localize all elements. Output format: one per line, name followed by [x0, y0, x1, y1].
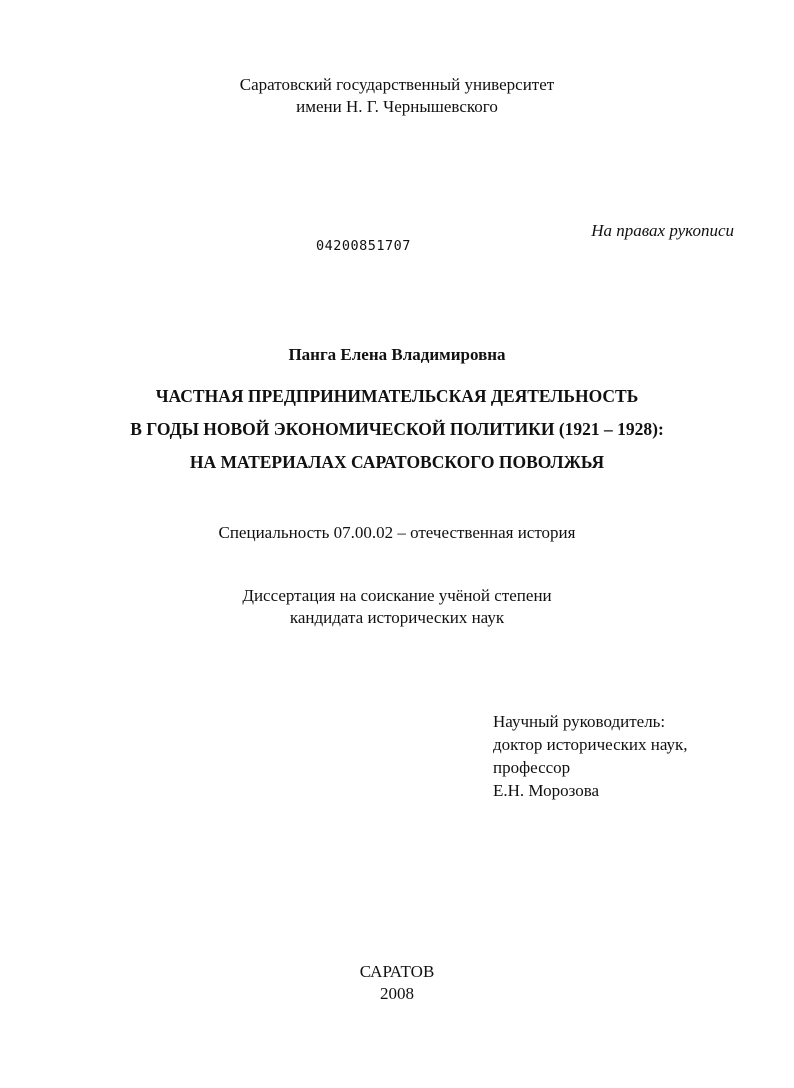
catalog-number: 04200851707	[316, 238, 411, 254]
supervisor-name: Е.Н. Морозова	[493, 781, 600, 800]
supervisor-block	[493, 710, 688, 802]
title-line-1: ЧАСТНАЯ ПРЕДПРИНИМАТЕЛЬСКАЯ ДЕЯТЕЛЬНОСТЬ	[155, 386, 639, 406]
year: 2008	[380, 984, 414, 1003]
university-name-dedication: имени Н. Г. Чернышевского	[296, 97, 498, 116]
supervisor-rank: профессор	[493, 758, 571, 777]
author-name: Панга Елена Владимировна	[288, 345, 506, 364]
title-line-2: В ГОДЫ НОВОЙ ЭКОНОМИЧЕСКОЙ ПОЛИТИКИ (1921 – 1928):	[130, 419, 664, 439]
supervisor-label: Научный руководитель:	[493, 712, 666, 731]
dissertation-line-1: Диссертация на соискание учёной степени	[242, 586, 552, 605]
manuscript-note: На правах рукописи	[591, 221, 734, 240]
dissertation-line-2: кандидата исторических наук	[289, 608, 505, 627]
city: САРАТОВ	[359, 962, 435, 981]
supervisor-degree: доктор исторических наук,	[493, 735, 688, 754]
university-name: Саратовский государственный университет	[239, 75, 555, 94]
specialty: Специальность 07.00.02 – отечественная история	[218, 523, 576, 542]
title-line-3: НА МАТЕРИАЛАХ САРАТОВСКОГО ПОВОЛЖЬЯ	[189, 452, 605, 472]
